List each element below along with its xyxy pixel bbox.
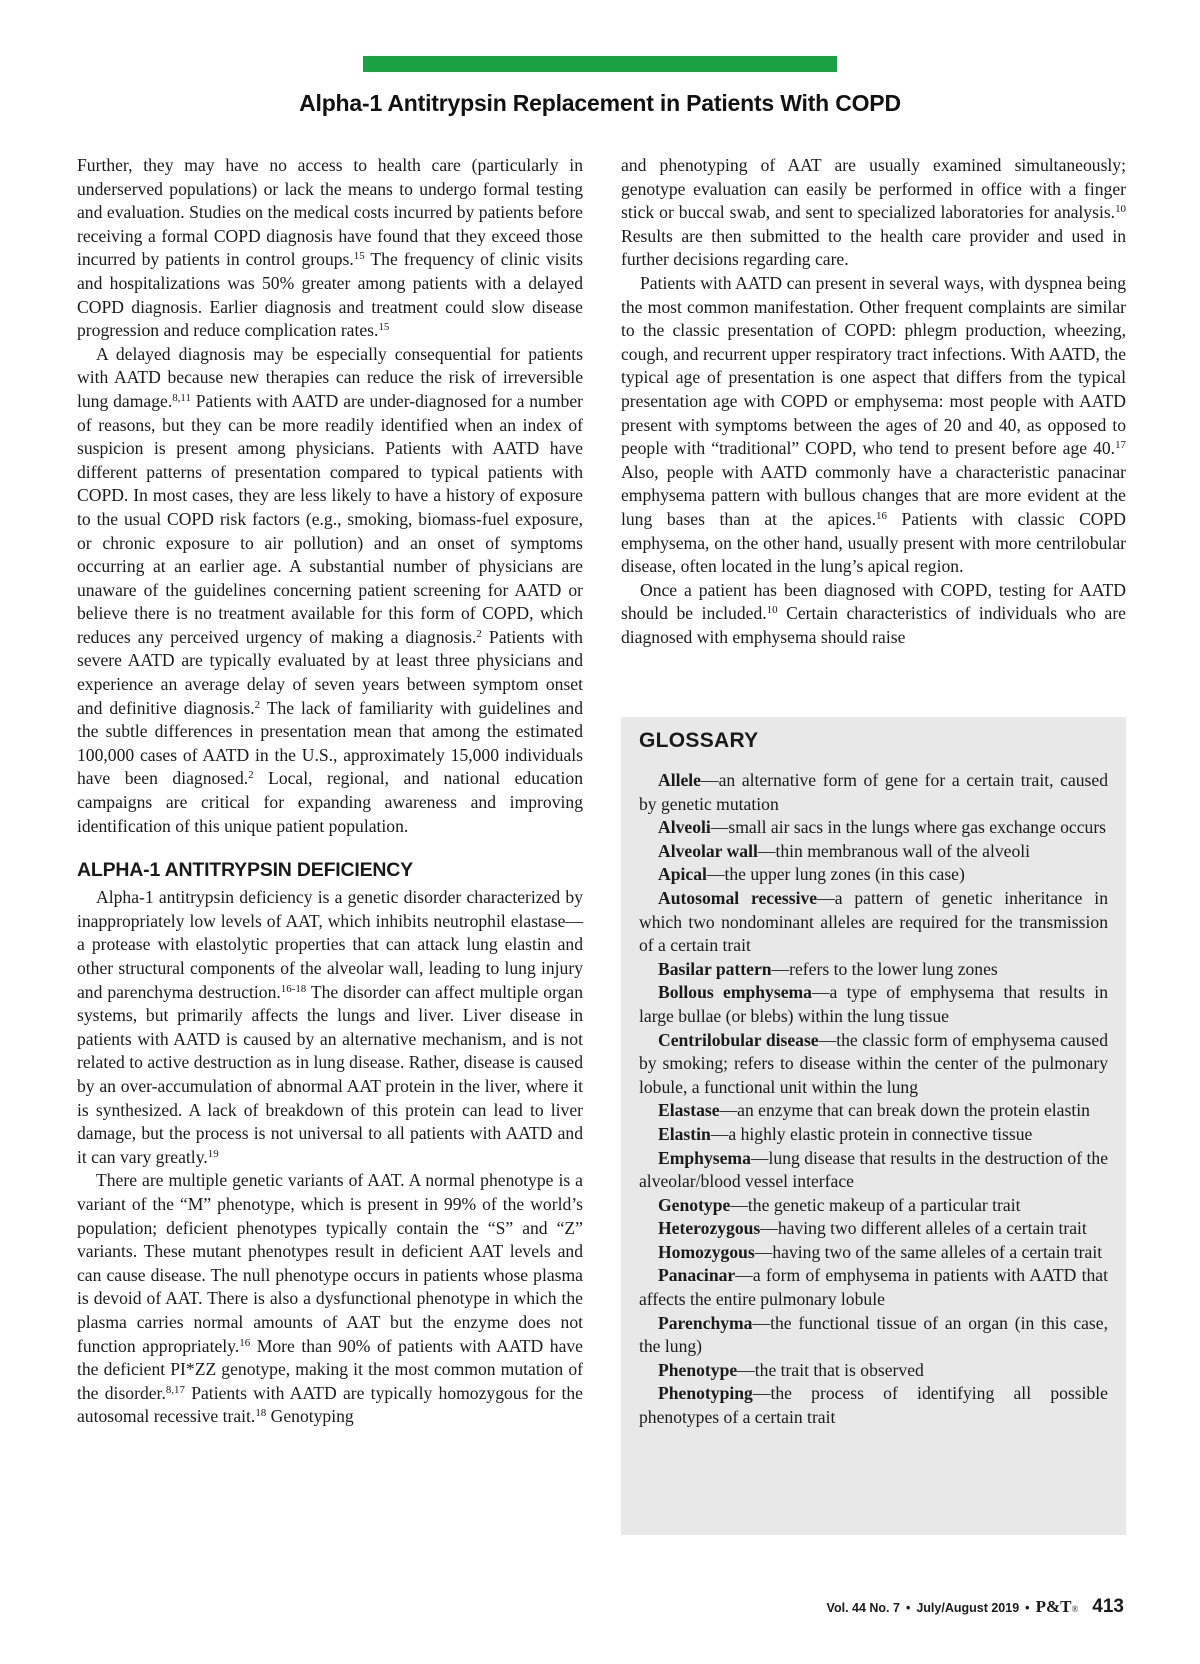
glossary-definition: —a highly elastic protein in connective tissue [710,1123,1033,1144]
citation: 15 [378,321,390,334]
glossary-entry [639,816,1108,840]
citation: 8,11 [172,391,191,404]
glossary-term: Elastin [658,1123,711,1144]
right-column [621,154,1126,649]
glossary-term: Phenotype [658,1359,738,1380]
glossary-definition: —a pattern of genetic inheritance in which two nondominant alleles are required for the transmission of a certain trait [639,887,1108,956]
glossary-definition: —the functional tissue of an organ (in this case, the lung) [639,1312,1108,1357]
citation: 19 [207,1147,219,1160]
glossary-entry [639,1194,1108,1218]
running-head: Alpha-1 Antitrypsin Replacement in Patients With COPD [299,90,901,116]
glossary-entry [639,1359,1108,1383]
citation: 10 [766,604,778,617]
footer-separator: • [1025,1601,1030,1615]
glossary-entry [639,958,1108,982]
glossary-entry [639,1217,1108,1241]
glossary-box [621,717,1126,1535]
footer-separator: • [905,1601,911,1615]
glossary-term: Basilar pattern [658,958,772,979]
glossary-entry [639,1147,1108,1194]
paragraph: and phenotyping of AAT are usually examined simultaneously; genotype evaluation can easily be performed in office with a finger stick or buccal swab, and sent to specialized laboratories for analysis.$^{10}$ Results are then submitted to the health care provider and used in further decisions regarding care. [621,155,1126,270]
glossary-definition: —an enzyme that can break down the protein elastin [719,1100,1090,1121]
glossary-definition: —the trait that is observed [737,1359,924,1380]
glossary-entry [639,981,1108,1028]
glossary-term: Centrilobular disease [658,1029,819,1050]
paragraph: A delayed diagnosis may be especially consequential for patients with AATD because new therapies can reduce the risk of irreversible lung damage.$^{8,11}$ Patients with AATD are under-diagnosed for a number of reasons, but they can be more readily identified when an index of suspicion is present among physicians. Patients with AATD have different patterns of presentation compared to typical patients with COPD. In most cases, they are less likely to have a history of exposure to the usual COPD risk factors (e.g., smoking, biomass-fuel exposure, or chronic exposure to air pollution) and an onset of symptoms occurring at an earlier age. A substantial number of physicians are unaware of the guidelines concerning patient screening for AATD or believe there is no treatment available for this form of COPD, which reduces any perceived urgency of making a diagnosis.$^2$ Patients with severe AATD are typically evaluated by at least three physicians and experience an average delay of seven years between symptom onset and definitive diagnosis.$^2$ The lack of familiarity with guidelines and the subtle differences in presentation mean that among the estimated 100,000 cases of AATD in the U.S., approximately 15,000 individuals have been diagnosed.$^2$ Local, regional, and national education campaigns are critical for expanding awareness and improving identification of this unique patient population. [77,343,584,836]
glossary-definition: —a form of emphysema in patients with AATD that affects the entire pulmonary lobule [639,1265,1108,1310]
glossary-definition: —small air sacs in the lungs where gas exchange occurs [710,817,1107,838]
glossary-term: Parenchyma [658,1312,753,1333]
glossary-term: Emphysema [658,1147,751,1168]
glossary-term: Heterozygous [658,1218,761,1239]
header-accent-bar [363,56,837,72]
page-footer [827,1596,1124,1618]
glossary-definition: —refers to the lower lung zones [771,958,998,979]
glossary-term: Elastase [658,1100,720,1121]
glossary-entry [639,769,1108,816]
glossary-definition: —thin membranous wall of the alveoli [757,840,1031,861]
glossary-entry [639,863,1108,887]
glossary-definition: —the classic form of emphysema caused by smoking; refers to disease within the center of the pulmonary lobule, a functional unit within the lung [639,1029,1109,1097]
citation: 8,17 [165,1383,185,1396]
glossary-entry [639,1312,1108,1359]
section-heading: ALPHA-1 ANTITRYPSIN DEFICIENCY [77,859,413,882]
glossary-term: Alveolar wall [658,840,758,861]
glossary-entry [639,1241,1108,1265]
citation: 2 [248,769,254,782]
glossary-entry [639,1029,1108,1100]
citation: 16-18 [280,982,307,995]
glossary-entry [639,1264,1108,1311]
glossary-definition: —a type of emphysema that results in large bullae (or blebs) within the lung tissue [639,982,1108,1026]
paragraph: Further, they may have no access to health care (particularly in underserved populations) or lack the means to undergo formal testing and evaluation. Studies on the medical costs incurred by patients before receiving a formal COPD diagnosis have found that they exceed those incurred by patients in control groups.$^{15}$ The frequency of clinic visits and hospitalizations was 50% greater among patients with a delayed COPD diagnosis. Earlier diagnosis and treatment could slow disease progression and reduce complication rates.$^{15}$ [77,155,584,341]
glossary-entry [639,1123,1108,1147]
glossary-title: GLOSSARY [639,729,759,752]
citation: 17 [1115,439,1126,452]
glossary-definition: —an alternative form of gene for a certain trait, caused by genetic mutation [639,770,1108,814]
paragraph: Alpha-1 antitrypsin deficiency is a genetic disorder characterized by inappropriately low levels of AAT, which inhibits neutrophil elastase—a protease with elastolytic properties that can attack lung elastin and other structural components of the alveolar wall, leading to lung injury and parenchyma destruction.$^{16-18}$ The disorder can affect multiple organ systems, but primarily affects the lungs and liver. Liver disease in patients with AATD is caused by an alternative mechanism, and is not related to active destruction as in lung disease. Rather, disease is caused by an over-accumulation of abnormal AAT protein in the liver, where it is synthesized. A lack of breakdown of this protein can lead to liver damage, but the process is not universal to all patients with AATD and it can vary greatly.$^{19}$ [77,887,583,1167]
paragraph: Once a patient has been diagnosed with COPD, testing for AATD should be included.$^{10}$ Certain characteristics of individuals who are diagnosed with emphysema should raise [621,579,1126,647]
citation: 2 [476,627,482,640]
glossary-entry [639,1099,1108,1123]
registered-mark: ® [1071,1604,1079,1614]
glossary-term: Homozygous [658,1241,755,1262]
glossary-term: Alveoli [658,817,711,838]
glossary-term: Genotype [658,1194,731,1215]
left-column [77,154,583,1429]
citation: 2 [254,698,261,711]
paragraph: There are multiple genetic variants of AAT. A normal phenotype is a variant of the “M” phenotype, which is present in 99% of the world’s population; deficient phenotypes typically contain the “S” and “Z” variants. These mutant phenotypes result in deficient AAT levels and can cause disease. The null phenotype occurs in patients whose plasma is devoid of AAT. There is also a dysfunctional phenotype in which the plasma carries normal amounts of AAT but the enzyme does not function appropriately.$^{16}$ More than 90% of patients with AATD have the deficient PI*ZZ genotype, making it the most common mutation of the disorder.$^{8,17}$ Patients with AATD are typically homozygous for the autosomal recessive trait.$^{18}$ Genotyping [77,1170,583,1427]
citation: 15 [353,250,365,263]
glossary-definition: —having two different alleles of a certain trait [760,1218,1087,1239]
glossary-entry [639,840,1108,864]
citation: 16 [876,509,887,522]
glossary-term: Allele [658,770,701,790]
glossary-term: Phenotyping [658,1383,753,1404]
footer-journal [1036,1597,1079,1617]
citation: 18 [255,1407,267,1420]
glossary-definition: —the upper lung zones (in this case) [706,864,965,885]
footer-date: July/August 2019 [916,1601,1020,1615]
glossary-definition: —the process of identifying all possible phenotypes of a certain trait [639,1383,1108,1428]
glossary-definition: —the genetic makeup of a particular trait [730,1194,1021,1215]
paragraph: Patients with AATD can present in several ways, with dyspnea being the most common manifestation. Other frequent complaints are similar to the classic presentation of COPD: phlegm production, wheezing, cough, and recurrent upper respiratory tract infections. With AATD, the typical age of presentation is one aspect that differs from the typical presentation age with COPD or emphysema: most people with AATD present with symptoms between the ages of 20 and 40, as opposed to people with “traditional” COPD, who tend to present before age 40.17 Also, people with AATD commonly have a characteristic panacinar emphysema pattern with bullous changes that are more evident at the lung bases than at the apices.$^{16}$ Patients with classic COPD emphysema, on the other hand, usually present with more centrilobular disease, often located in the lung’s apical region. [621,272,1126,577]
journal-name: P&T [1035,1597,1072,1616]
glossary-entry [639,887,1108,958]
citation: 16 [239,1336,251,1349]
glossary-definition: —having two of the same alleles of a certain trait [754,1241,1103,1262]
glossary-entry [639,1382,1108,1429]
glossary-term: Autosomal recessive [658,887,818,908]
footer-volume: Vol. 44 No. 7 [826,1601,900,1615]
glossary-list [639,769,1108,1430]
glossary-definition: —lung disease that results in the destruction of the alveolar/blood vessel interface [639,1147,1108,1192]
glossary-term: Panacinar [658,1265,736,1286]
glossary-term: Apical [658,864,707,885]
page-number: 413 [1092,1596,1124,1617]
glossary-term: Bollous emphysema [658,982,812,1003]
citation: 10 [1115,203,1126,216]
